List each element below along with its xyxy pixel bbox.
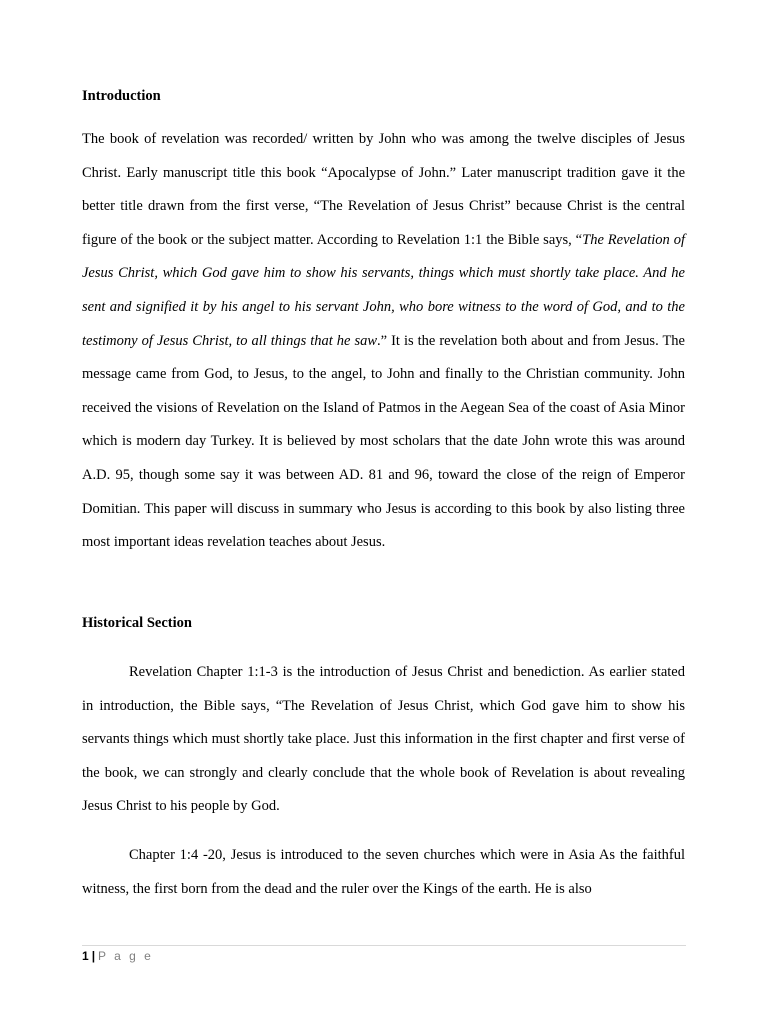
- footer-divider: [82, 945, 686, 946]
- footer-separator: |: [91, 949, 96, 963]
- scripture-quote: The Revelation of Jesus Christ, which God gave him to show his servants, things which must shortly take place. And he sent and signified it by his angel to his servant John, who bore witness to the word of God, and to the testimony of Jesus Christ, to all things that he saw: [82, 231, 685, 349]
- introduction-paragraph: [82, 123, 685, 560]
- page-label: P a g e: [98, 949, 154, 963]
- paragraph-text: The book of revelation was recorded/ written by John who was among the twelve disciples of Jesus Christ. Early manuscript title this book “Apocalypse of John.” Later manuscript tradition gave it the better title drawn from the first verse, “The Revelation of Jesus Christ” because Christ is the central figure of the book or the subject matter. According to Revelation 1:1 the Bible says, “: [82, 131, 685, 248]
- section-heading-historical: Historical Section: [82, 615, 192, 631]
- historical-paragraph: Revelation Chapter 1:1-3 is the introduction of Jesus Christ and benediction. As earlier stated in introduction, the Bible says, “The Revelation of Jesus Christ, which God gave him to show his servants things which must shortly take place. Just this information in the first chapter and first verse of the book, we can strongly and clearly conclude that the whole book of Revelation is about revealing Jesus Christ to his people by God.: [82, 664, 685, 815]
- section-heading-introduction: Introduction: [82, 88, 161, 104]
- paragraph-text: .” It is the revelation both about and from Jesus. The message came from God, to Jesus, to the angel, to John and finally to the Christian community. John received the visions of Revelation on the Island of Patmos in the Aegean Sea of the coast of Asia Minor which is modern day Turkey. It is believed by most scholars that the date John wrote this was around A.D. 95, though some say it was between AD. 81 and 96, toward the close of the reign of Emperor Domitian. This paper will discuss in summary who Jesus is according to this book by also listing three most important ideas revelation teaches about Jesus.: [82, 332, 685, 551]
- historical-paragraph: Chapter 1:4 -20, Jesus is introduced to the seven churches which were in Asia As the faithful witness, the first born from the dead and the ruler over the Kings of the earth. He is also: [82, 847, 685, 897]
- page-number: 1: [82, 949, 89, 963]
- page-footer: [82, 948, 153, 964]
